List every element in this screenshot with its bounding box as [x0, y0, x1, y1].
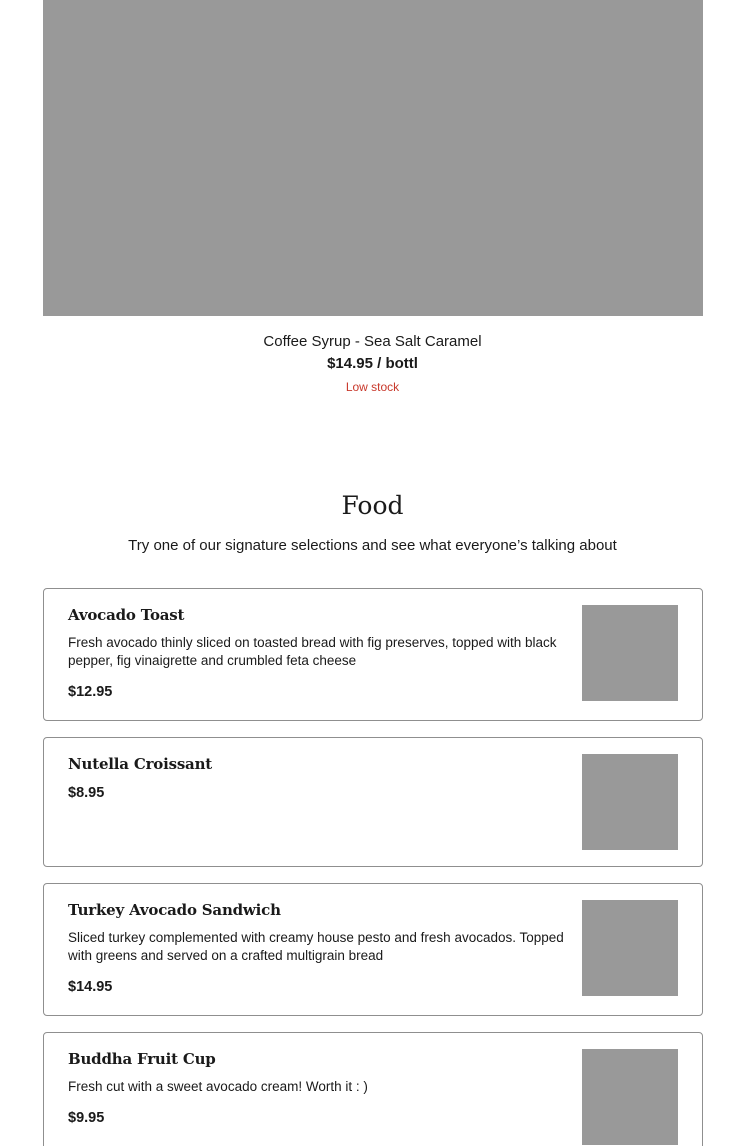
menu-item-price: $9.95 — [68, 1110, 105, 1126]
menu-item-price: $14.95 — [68, 979, 113, 995]
menu-item-name: Avocado Toast — [68, 606, 185, 624]
product-image[interactable] — [43, 0, 703, 316]
menu-item-name: Nutella Croissant — [68, 755, 213, 773]
menu-item-avocado-toast[interactable] — [43, 588, 703, 721]
section-subtitle: Try one of our signature selections and see what everyone’s talking about — [128, 537, 617, 554]
menu-item-image — [582, 900, 678, 996]
menu-item-image — [582, 1049, 678, 1145]
product-info — [0, 330, 745, 396]
menu-item-nutella-croissant[interactable] — [43, 737, 703, 867]
menu-item-name: Turkey Avocado Sandwich — [68, 901, 281, 919]
menu-list — [43, 588, 703, 1146]
menu-item-name: Buddha Fruit Cup — [68, 1050, 216, 1068]
menu-item-price: $12.95 — [68, 684, 113, 700]
menu-item-price: $8.95 — [68, 785, 105, 801]
section-title: Food — [341, 491, 404, 520]
menu-item-description: Fresh cut with a sweet avocado cream! Worth it : ) — [68, 1079, 368, 1094]
product-name[interactable]: Coffee Syrup - Sea Salt Caramel — [263, 333, 482, 350]
product-price: $14.95 / bottl — [327, 355, 418, 372]
menu-item-image — [582, 605, 678, 701]
menu-item-description: Fresh avocado thinly sliced on toasted bread with fig preserves, topped with black pepper, fig vinaigrette and crumbled feta cheese — [68, 635, 557, 668]
menu-item-buddha-fruit-cup[interactable] — [43, 1032, 703, 1146]
stock-status-badge: Low stock — [345, 380, 400, 394]
menu-item-description: Sliced turkey complemented with creamy house pesto and fresh avocados. Topped with greens and served on a crafted multigrain bread — [68, 930, 564, 963]
menu-item-turkey-avocado-sandwich[interactable] — [43, 883, 703, 1016]
menu-item-image — [582, 754, 678, 850]
